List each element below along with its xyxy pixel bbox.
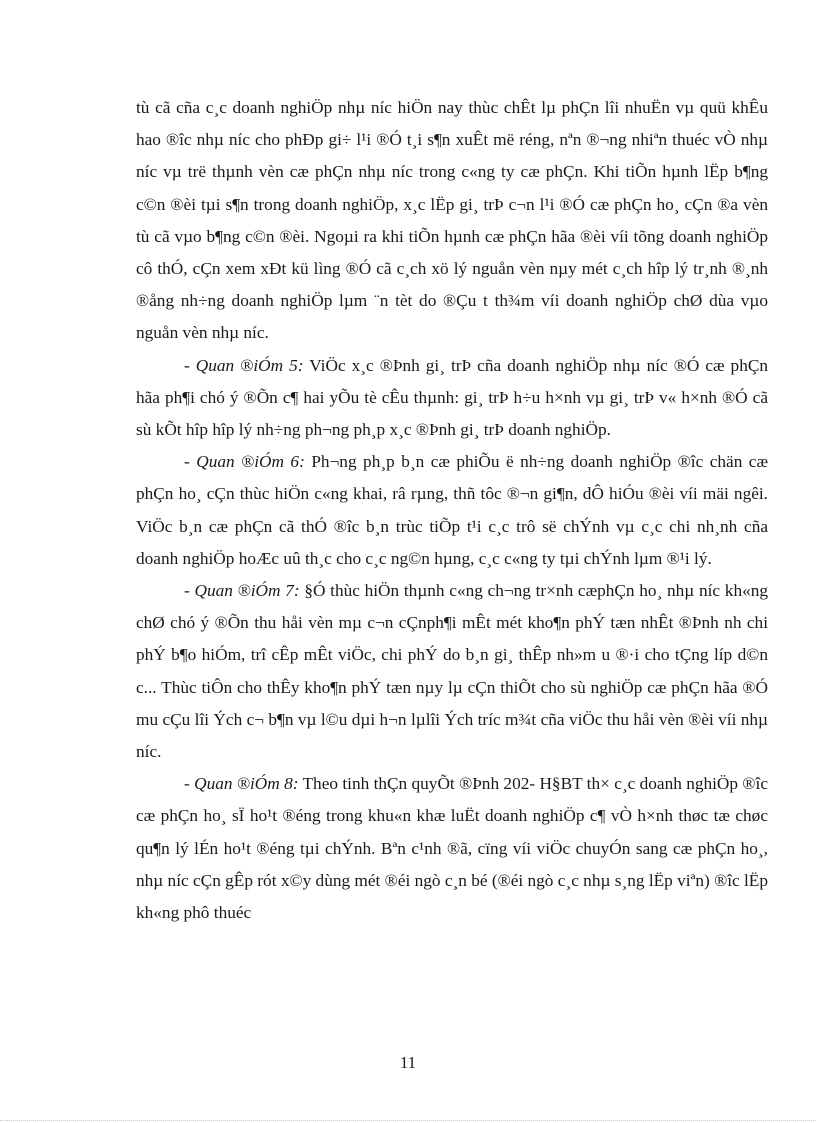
paragraph-3-lead: - Quan ®iÓm 6: <box>184 452 305 472</box>
paragraph-4-text: §Ó thùc hiÖn thµnh c«ng ch¬ng tr×nh cæphÇn ho¸ nhµ níc kh«ng chØ chó ý ®Õn thu håi vèn mµ c¬n cÇnph¶i mÊt mét kho¶n phÝ tæn nhÊt ®Þnh nh chi phÝ b¶o hiÓm, trî cÊp mÊt viÖc, chi phÝ do b¸n gi¸ thÊp nh»m u ®·i cho tÇng líp d©n c... Thùc tiÔn cho thÊy kho¶n phÝ tæn nµy lµ cÇn thiÕt cho sù nghiÖp cæ phÇn hãa ®Ó mu cÇu lîi Ých c¬ b¶n vµ l©u dµi h¬n lµlîi Ých tríc m¾t cña viÖc thu håi vèn ®èi víi nhµ níc. <box>136 581 769 762</box>
paragraph-4-lead: - Quan ®iÓm 7: <box>184 581 300 601</box>
paragraph-2 <box>136 350 768 447</box>
paragraph-5-text: Theo tinh thÇn quyÕt ®Þnh 202- H§BT th× c¸c doanh nghiÖp ®îc cæ phÇn ho¸ sÏ ho¹t ®éng trong khu«n khæ luËt doanh nghiÖp c¶ vÒ h×nh thøc tæ chøc qu¶n lý lÉn ho¹t ®éng tµi chÝnh. Bªn c¹nh ®ã, cïng víi viÖc chuyÓn sang cæ phÇn ho¸, nhµ níc cÇn gÊp rót x©y dùng mét ®éi ngò c¸n bé (®éi ngò c¸c nhµ s¸ng lËp viªn) ®îc lËp kh«ng phô thuéc <box>136 774 768 923</box>
paragraph-1 <box>136 92 768 350</box>
paragraph-5-lead: - Quan ®iÓm 8: <box>184 774 299 794</box>
body-text <box>136 92 768 929</box>
paragraph-4 <box>136 575 768 768</box>
page-number: 11 <box>399 1053 417 1072</box>
paragraph-5 <box>136 768 768 929</box>
paragraph-2-text: ViÖc x¸c ®Þnh gi¸ trÞ cña doanh nghiÖp nhµ níc ®Ó cæ phÇn hãa ph¶i chó ý ®Õn c¶ hai yÕu tè cÊu thµnh: gi¸ trÞ h÷u h×nh vµ gi¸ trÞ v« h×nh ®Ó cã sù kÕt hîp hîp lý nh÷ng ph¬ng ph¸p x¸c ®Þnh gi¸ trÞ doanh nghiÖp. <box>136 355 768 440</box>
paragraph-1-text: tù cã cña c¸c doanh nghiÖp nhµ níc hiÖn nay thùc chÊt lµ phÇn lîi nhuËn vµ quü khÊu hao ®îc nhµ níc cho phÐp gi÷ l¹i ®Ó t¸i s¶n xuÊt më réng, nªn ®¬ng nhiªn thuéc vÒ nhµ níc vµ trë thµnh vèn cæ phÇn nhµ níc trong c«ng ty cæ phÇn. Khi tiÕn hµnh lËp b¶ng c©n ®èi tµi s¶n trong doanh nghiÖp, x¸c lËp gi¸ trÞ c¬n l¹i ®Ó cæ phÇn ho¸ cÇn ®a vèn tù cã vµo b¶ng c©n ®èi. Ngoµi ra khi tiÕn hµnh cæ phÇn hãa ®èi víi tõng doanh nghiÖp cô thÓ, cÇn xem xÐt kü lìng ®Ó cã c¸ch xö lý nguån vèn nµy mét c¸ch hîp lý tr¸nh ®¸nh ®ång nh÷ng doanh nghiÖp lµm ¨n tèt do ®Çu t th¾m víi doanh nghiÖp chØ dùa vµo nguån vèn nhµ níc. <box>136 98 768 343</box>
paragraph-2-lead: - Quan ®iÓm 5: <box>184 355 304 375</box>
paragraph-3 <box>136 446 768 575</box>
paragraph-3-text: Ph¬ng ph¸p b¸n cæ phiÕu ë nh÷ng doanh nghiÖp ®îc chän cæ phÇn ho¸ cÇn thùc hiÖn c«ng khai, râ rµng, thñ tôc ®¬n gi¶n, dÔ hiÓu ®èi víi mäi ngêi. ViÖc b¸n cæ phÇn cã thÓ ®îc b¸n trùc tiÕp t¹i c¸c trô së chÝnh vµ c¸c chi nh¸nh cña doanh nghiÖp hoÆc uû th¸c cho c¸c ng©n hµng, c¸c c«ng ty tµi chÝnh lµm ®¹i lý. <box>136 452 768 568</box>
page-bottom-divider <box>0 1120 816 1121</box>
